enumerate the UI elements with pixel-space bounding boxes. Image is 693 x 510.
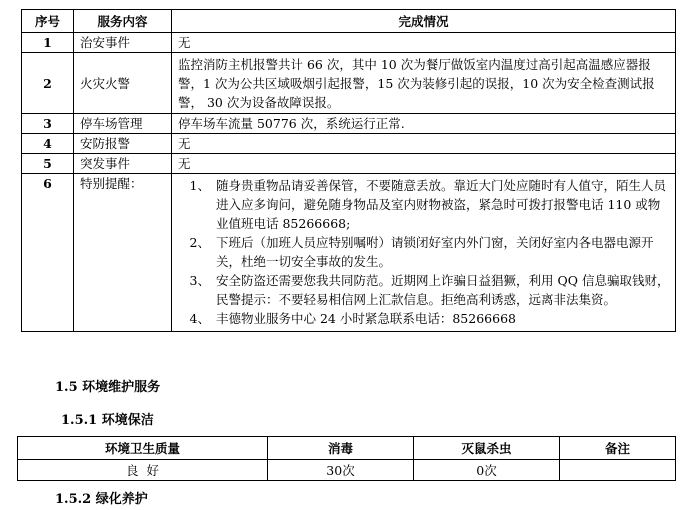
table-row [22,114,676,134]
row-no: 2 [22,53,74,114]
list-item-number: 3、 [189,273,210,288]
header-quality: 环境卫生质量 [18,437,268,460]
security-service-table [21,9,676,332]
header-pest: 灭鼠杀虫 [414,437,560,460]
row-item: 火灾火警 [74,53,172,114]
list-item-number: 4、 [189,311,210,326]
table-header-row [18,437,676,460]
list-item-text: 安全防盗还需要您我共同防范。近期网上诈骗日益猖獗，利用 QQ 信息骗取钱财，民警提示：不要轻易相信网上汇款信息。拒绝高利诱惑，远离非法集资。 [216,273,670,307]
subsection-heading: 1.5.2 绿化养护 [55,492,148,507]
row-item: 停车场管理 [74,114,172,134]
cell-pest: 0次 [414,460,560,481]
row-result: 无 [172,134,676,154]
table-row [22,154,676,174]
row-no: 5 [22,154,74,174]
table-row [22,53,676,114]
row-no: 4 [22,134,74,154]
header-remark: 备注 [560,437,676,460]
header-result: 完成情况 [172,10,676,33]
cell-remark [560,460,676,481]
cleaning-table [17,436,676,481]
header-no: 序号 [22,10,74,33]
list-item-number: 2、 [189,235,210,250]
reminder-list [172,174,676,332]
row-result: 停车场车流量 50776 次，系统运行正常. [172,114,676,134]
row-item: 特别提醒： [74,174,172,332]
row-item: 安防报警 [74,134,172,154]
list-item [180,233,671,271]
table-row [18,460,676,481]
list-item-text: 丰德物业服务中心 24 小时紧急联系电话：85266668 [216,311,516,326]
table-header-row [22,10,676,33]
list-item-text: 下班后（加班人员应特别嘱咐）请锁闭好室内外门窗，关闭好室内各电器电源开关，杜绝一切安全事故的发生。 [216,235,654,269]
row-result: 监控消防主机报警共计 66 次，其中 10 次为餐厅做饭室内温度过高引起高温感应器报警，1 次为公共区域吸烟引起报警，15 次为装修引起的误报，10 次为安全检查测试报警， 30 次为设备故障误报。 [172,53,676,114]
row-no: 6 [22,174,74,332]
row-item: 治安事件 [74,33,172,53]
row-item: 突发事件 [74,154,172,174]
list-item [180,271,671,309]
list-item-number: 1、 [189,178,210,193]
header-service: 服务内容 [74,10,172,33]
table-row [22,174,676,332]
row-no: 1 [22,33,74,53]
cell-disinfect: 30次 [268,460,414,481]
section-heading: 1.5 环境维护服务 [55,380,161,395]
row-result: 无 [172,33,676,53]
row-result: 无 [172,154,676,174]
list-item-text: 随身贵重物品请妥善保管，不要随意丢放。靠近大门处应随时有人值守，陌生人员进入应多询问，避免随身物品及室内财物被盗，紧急时可拨打报警电话 110 或物业值班电话 85266668; [216,178,667,231]
list-item [180,176,671,233]
subsection-heading: 1.5.1 环境保洁 [61,413,154,428]
cell-quality: 良 好 [18,460,268,481]
table-row [22,33,676,53]
row-no: 3 [22,114,74,134]
table-row [22,134,676,154]
header-disinfect: 消毒 [268,437,414,460]
list-item [180,309,671,328]
